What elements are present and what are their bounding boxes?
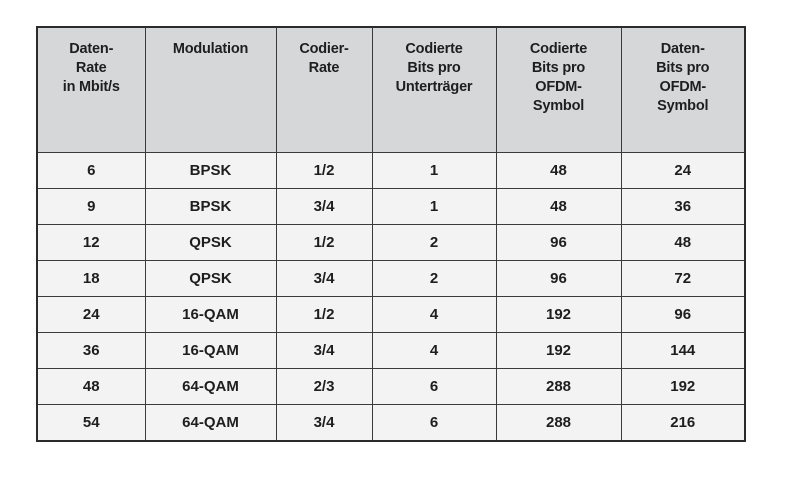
cell-coding-rate: 3/4 <box>276 261 372 297</box>
cell-modulation: QPSK <box>145 225 276 261</box>
data-rate-table <box>36 26 746 442</box>
cell-modulation: BPSK <box>145 189 276 225</box>
cell-coded-bits-subcarrier: 1 <box>372 153 496 189</box>
cell-modulation: 16-QAM <box>145 333 276 369</box>
cell-coded-bits-subcarrier: 6 <box>372 405 496 442</box>
header-data-bits-per-ofdm-symbol: Daten- Bits pro OFDM- Symbol <box>621 27 745 153</box>
cell-data-rate: 24 <box>37 297 145 333</box>
cell-data-bits-symbol: 216 <box>621 405 745 442</box>
cell-coded-bits-symbol: 192 <box>496 297 621 333</box>
header-modulation: Modulation <box>145 27 276 153</box>
cell-coded-bits-subcarrier: 4 <box>372 333 496 369</box>
header-data-rate: Daten- Rate in Mbit/s <box>37 27 145 153</box>
cell-coding-rate: 3/4 <box>276 405 372 442</box>
table-row <box>37 225 745 261</box>
cell-coded-bits-symbol: 288 <box>496 369 621 405</box>
cell-data-rate: 6 <box>37 153 145 189</box>
cell-coded-bits-symbol: 48 <box>496 189 621 225</box>
cell-coding-rate: 2/3 <box>276 369 372 405</box>
cell-coded-bits-subcarrier: 4 <box>372 297 496 333</box>
table-row <box>37 153 745 189</box>
cell-coded-bits-symbol: 48 <box>496 153 621 189</box>
cell-modulation: QPSK <box>145 261 276 297</box>
cell-coded-bits-symbol: 192 <box>496 333 621 369</box>
cell-coding-rate: 3/4 <box>276 189 372 225</box>
cell-coding-rate: 1/2 <box>276 297 372 333</box>
cell-data-bits-symbol: 192 <box>621 369 745 405</box>
cell-modulation: 16-QAM <box>145 297 276 333</box>
table-row <box>37 189 745 225</box>
header-coding-rate: Codier- Rate <box>276 27 372 153</box>
cell-data-bits-symbol: 36 <box>621 189 745 225</box>
table-row <box>37 297 745 333</box>
cell-data-rate: 36 <box>37 333 145 369</box>
cell-data-rate: 18 <box>37 261 145 297</box>
cell-data-bits-symbol: 24 <box>621 153 745 189</box>
cell-data-rate: 12 <box>37 225 145 261</box>
cell-modulation: BPSK <box>145 153 276 189</box>
header-coded-bits-per-subcarrier: Codierte Bits pro Unterträger <box>372 27 496 153</box>
cell-data-rate: 48 <box>37 369 145 405</box>
cell-modulation: 64-QAM <box>145 369 276 405</box>
header-row <box>37 27 745 153</box>
cell-coded-bits-symbol: 96 <box>496 225 621 261</box>
cell-data-bits-symbol: 96 <box>621 297 745 333</box>
cell-data-rate: 54 <box>37 405 145 442</box>
cell-data-rate: 9 <box>37 189 145 225</box>
cell-coding-rate: 1/2 <box>276 225 372 261</box>
cell-coded-bits-subcarrier: 1 <box>372 189 496 225</box>
cell-data-bits-symbol: 144 <box>621 333 745 369</box>
cell-coded-bits-subcarrier: 2 <box>372 225 496 261</box>
table-row <box>37 261 745 297</box>
header-coded-bits-per-ofdm-symbol: Codierte Bits pro OFDM- Symbol <box>496 27 621 153</box>
table-row <box>37 369 745 405</box>
cell-coding-rate: 1/2 <box>276 153 372 189</box>
cell-coded-bits-symbol: 96 <box>496 261 621 297</box>
cell-coding-rate: 3/4 <box>276 333 372 369</box>
cell-data-bits-symbol: 48 <box>621 225 745 261</box>
table-row <box>37 405 745 442</box>
cell-coded-bits-symbol: 288 <box>496 405 621 442</box>
cell-coded-bits-subcarrier: 2 <box>372 261 496 297</box>
cell-data-bits-symbol: 72 <box>621 261 745 297</box>
table-row <box>37 333 745 369</box>
cell-coded-bits-subcarrier: 6 <box>372 369 496 405</box>
cell-modulation: 64-QAM <box>145 405 276 442</box>
data-rate-table-container <box>36 26 744 442</box>
